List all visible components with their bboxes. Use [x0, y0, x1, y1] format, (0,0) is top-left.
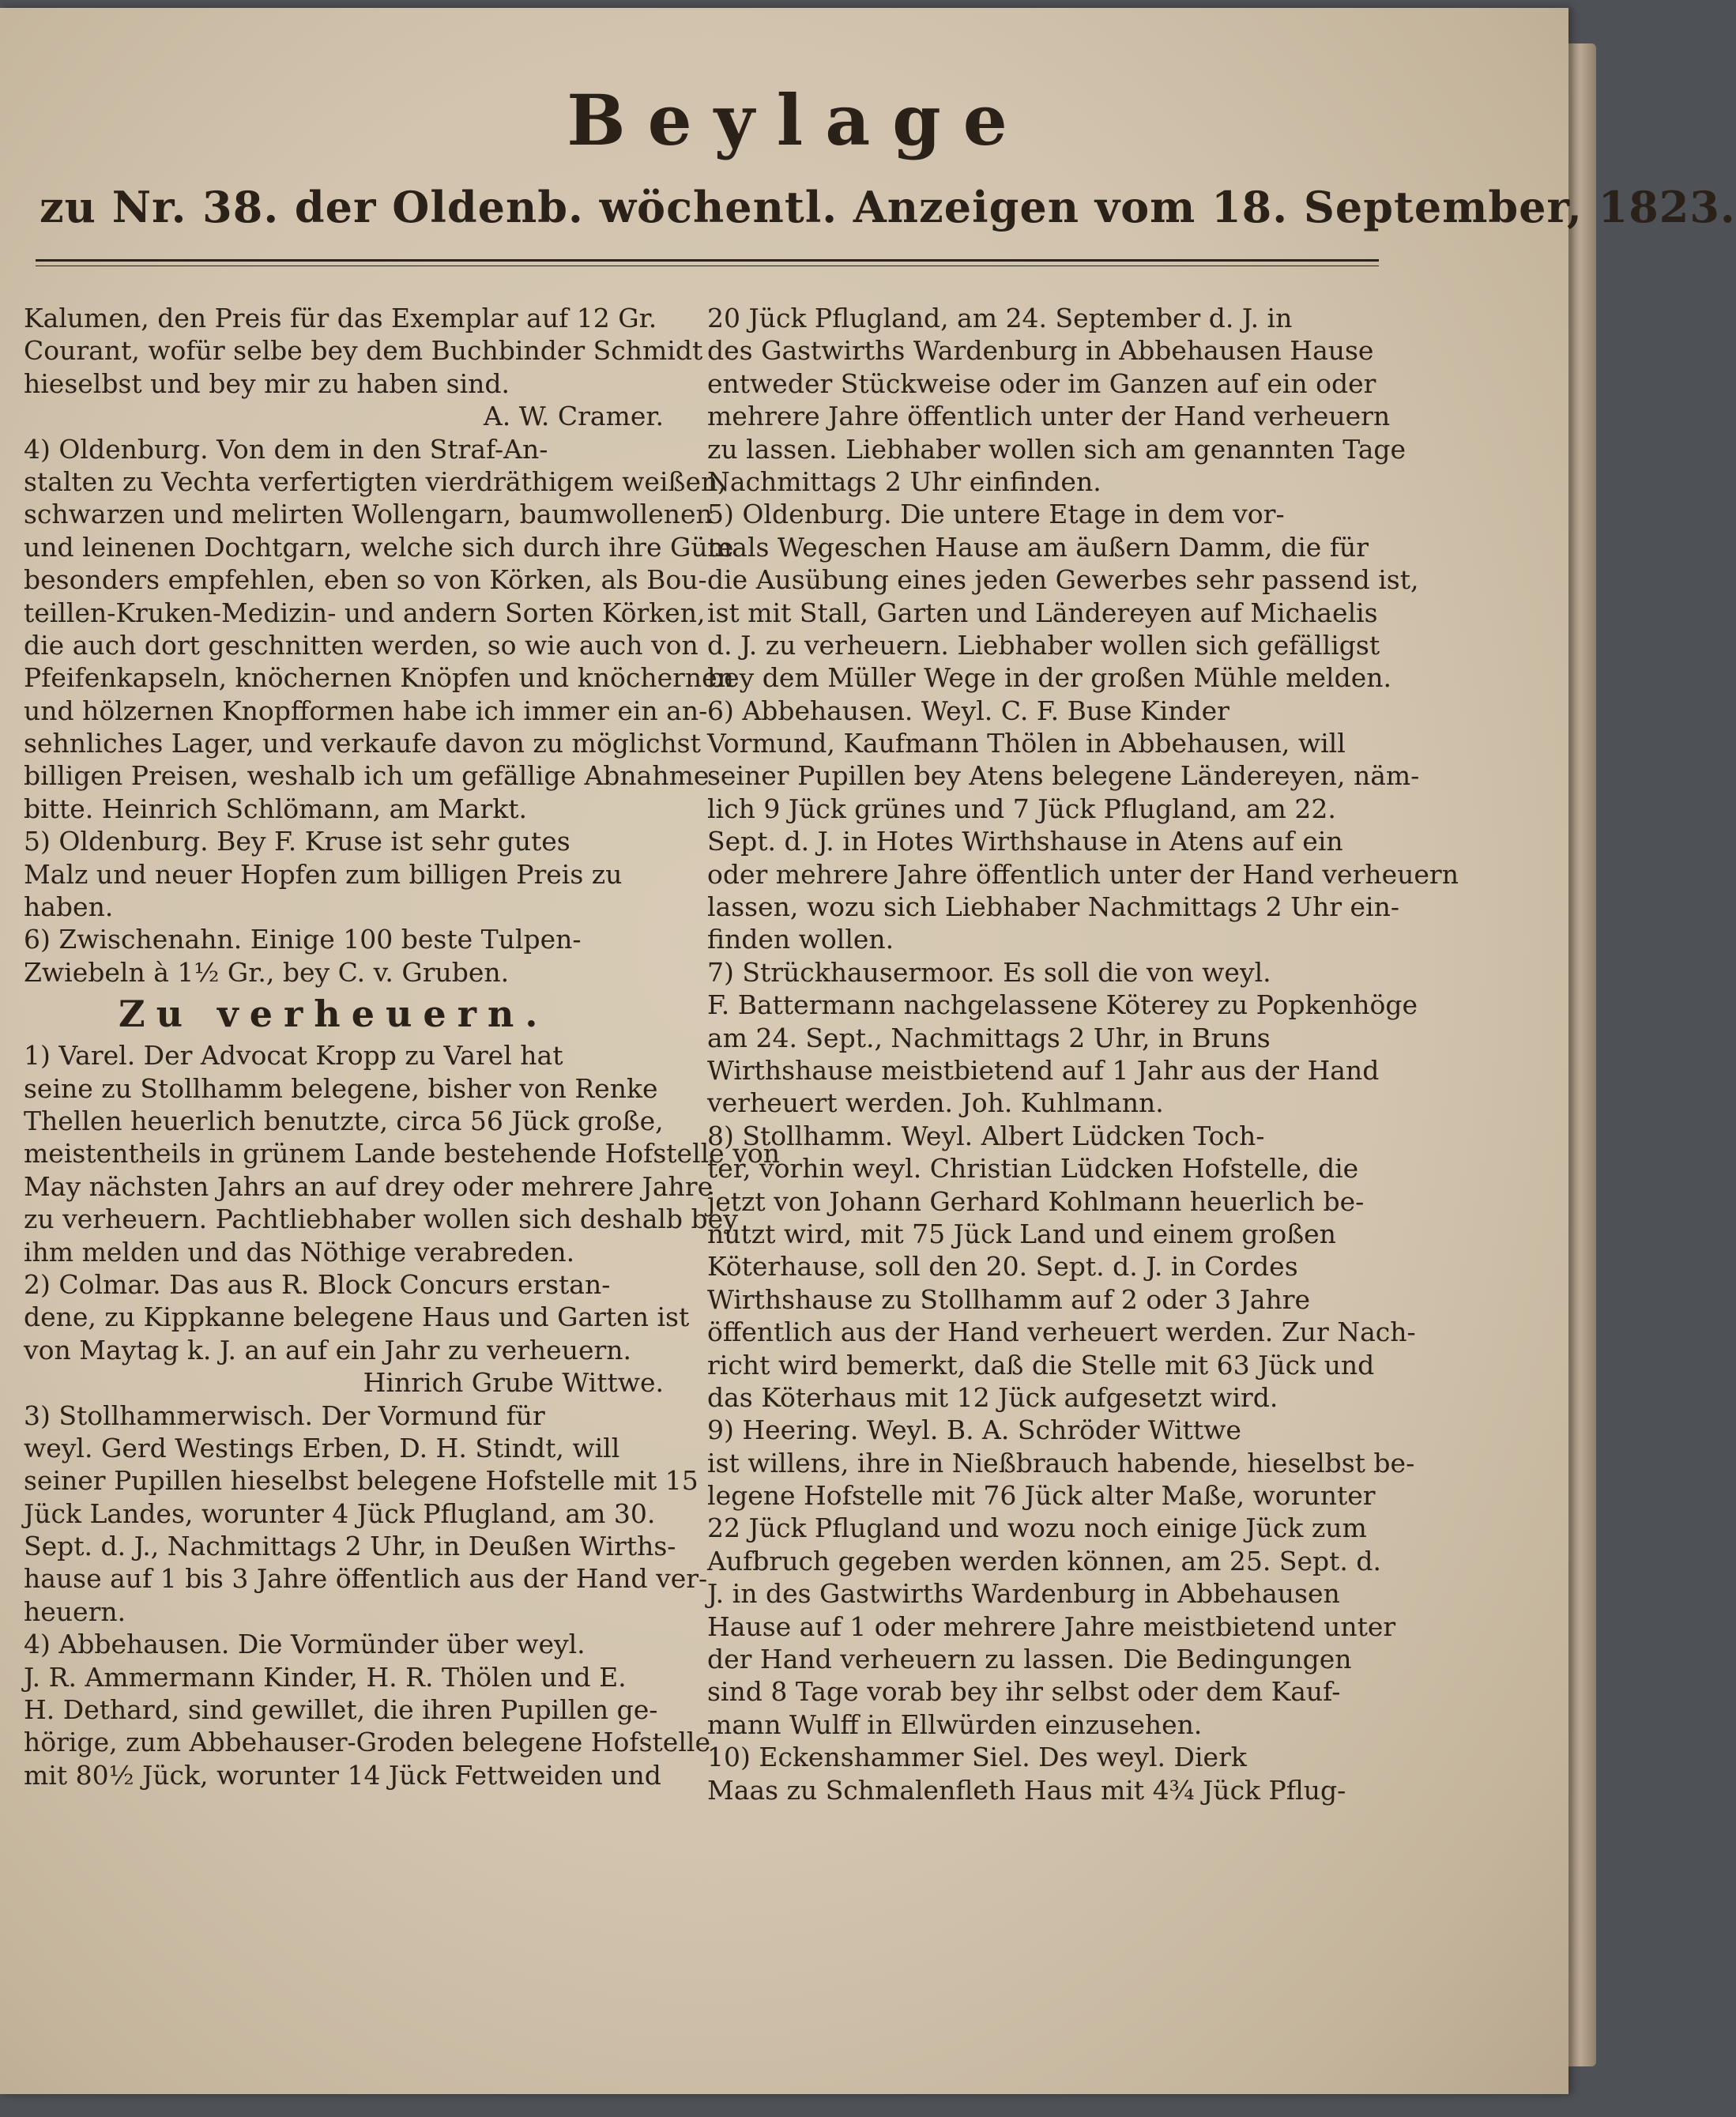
text-line: Vormund, Kaufmann Thölen in Abbehausen, will: [707, 728, 1346, 759]
text-line: Hause auf 1 oder mehrere Jahre meistbietend unter: [707, 1610, 1396, 1642]
text-line: Nachmittags 2 Uhr einfinden.: [707, 465, 1101, 497]
text-line: legene Hofstelle mit 76 Jück alter Maße, worunter: [707, 1480, 1376, 1512]
text-line: 20 Jück Pflugland, am 24. September d. J. in: [707, 303, 1293, 333]
text-line: mit 80½ Jück, worunter 14 Jück Fettweiden und: [24, 1759, 661, 1791]
text-line: teillen-Kruken-Medizin- und andern Sorten Körken,: [24, 597, 706, 628]
text-line: verheuert werden. Joh. Kuhlmann.: [707, 1087, 1164, 1119]
text-line: lich 9 Jück grünes und 7 Jück Pflugland, am 22.: [707, 793, 1336, 824]
text-line: 8) Stollhamm. Weyl. Albert Lüdcken Toch-: [707, 1120, 1265, 1151]
text-line: 22 Jück Pflugland und wozu noch einige Jück zum: [707, 1512, 1367, 1544]
text-line: 6) Abbehausen. Weyl. C. F. Buse Kinder: [707, 695, 1230, 726]
text-line: dene, zu Kippkanne belegene Haus und Garten ist: [24, 1301, 690, 1333]
text-line: nutzt wird, mit 75 Jück Land und einem großen: [707, 1218, 1336, 1249]
text-line: 7) Strückhausermoor. Es soll die von weyl.: [707, 956, 1271, 988]
text-line: zu verheuern. Pachtliebhaber wollen sich deshalb bey: [24, 1204, 738, 1235]
text-line: ihm melden und das Nöthige verabreden.: [24, 1236, 575, 1268]
text-line: F. Battermann nachgelassene Köterey zu Popkenhöge: [707, 989, 1418, 1021]
text-line: Courant, wofür selbe bey dem Buchbinder Schmidt: [24, 335, 703, 367]
masthead: [0, 79, 1549, 161]
text-line: 9) Heering. Weyl. B. A. Schröder Wittwe: [707, 1414, 1241, 1446]
text-line: Zwiebeln à 1½ Gr., bey C. v. Gruben.: [24, 956, 510, 988]
text-line: 5) Oldenburg. Bey F. Kruse ist sehr gutes: [24, 826, 571, 857]
text-line: ist mit Stall, Garten und Ländereyen auf Michaelis: [707, 597, 1378, 628]
text-line: bey dem Müller Wege in der großen Mühle melden.: [707, 662, 1392, 694]
text-line: bitte. Heinrich Schlömann, am Markt.: [24, 793, 528, 824]
text-line: meistentheils in grünem Lande bestehende Hofstelle von: [24, 1138, 780, 1170]
text-line: Jück Landes, worunter 4 Jück Pflugland, am 30.: [24, 1497, 656, 1529]
text-line: am 24. Sept., Nachmittags 2 Uhr, in Bruns: [707, 1022, 1271, 1053]
text-line: Maas zu Schmalenfleth Haus mit 4¾ Jück Pflug-: [707, 1774, 1346, 1806]
text-line: 10) Eckenshammer Siel. Des weyl. Dierk: [707, 1742, 1247, 1773]
text-line: 2) Colmar. Das aus R. Block Concurs erstan-: [24, 1268, 611, 1300]
text-line: Aufbruch gegeben werden können, am 25. Sept. d.: [707, 1545, 1382, 1576]
text-line: entweder Stückweise oder im Ganzen auf ein oder: [707, 367, 1376, 399]
text-line: mals Wegeschen Hause am äußern Damm, die für: [707, 531, 1369, 563]
text-line: der Hand verheuern zu lassen. Die Bedingungen: [707, 1644, 1352, 1675]
text-line: 5) Oldenburg. Die untere Etage in dem vor-: [707, 499, 1285, 530]
text-line: haben.: [24, 891, 114, 923]
text-line: Sept. d. J., Nachmittags 2 Uhr, in Deußen Wirths-: [24, 1531, 676, 1562]
text-line: 3) Stollhammerwisch. Der Vormund für: [24, 1399, 545, 1431]
text-line: und leinenen Dochtgarn, welche sich durch ihre Güte: [24, 531, 734, 563]
text-line: J. in des Gastwirths Wardenburg in Abbehausen: [707, 1578, 1340, 1610]
signature-line: Hinrich Grube Wittwe.: [363, 1367, 664, 1399]
text-line: 1) Varel. Der Advocat Kropp zu Varel hat: [24, 1040, 563, 1072]
text-line: jetzt von Johann Gerhard Kohlmann heuerlich be-: [707, 1185, 1365, 1217]
text-line: besonders empfehlen, eben so von Körken, als Bou-: [24, 564, 707, 596]
text-line: finden wollen.: [707, 924, 894, 955]
text-line: May nächsten Jahrs an auf drey oder mehrere Jahre: [24, 1170, 714, 1202]
text-line: Wirthshause zu Stollhamm auf 2 oder 3 Jahre: [707, 1283, 1311, 1315]
text-line: des Gastwirths Wardenburg in Abbehausen Hause: [707, 335, 1374, 367]
text-line: sind 8 Tage vorab bey ihr selbst oder dem Kauf-: [707, 1676, 1341, 1708]
text-line: d. J. zu verheuern. Liebhaber wollen sich gefälligst: [707, 629, 1380, 661]
newspaper-page: [0, 8, 1736, 2094]
text-line: sehnliches Lager, und verkaufe davon zu möglichst: [24, 728, 701, 759]
text-line: Malz und neuer Hopfen zum billigen Preis zu: [24, 858, 623, 890]
left-column: [24, 302, 780, 1791]
text-line: oder mehrere Jahre öffentlich unter der Hand verheuern: [707, 858, 1459, 890]
text-line: Kalumen, den Preis für das Exemplar auf 12 Gr.: [24, 303, 657, 333]
text-line: ter, vorhin weyl. Christian Lüdcken Hofstelle, die: [707, 1153, 1359, 1185]
text-line: richt wird bemerkt, daß die Stelle mit 63 Jück und: [707, 1349, 1375, 1381]
section-heading: Zu verheuern.: [119, 993, 549, 1036]
text-line: öffentlich aus der Hand verheuert werden. Zur Nach-: [707, 1317, 1416, 1348]
text-line: stalten zu Vechta verfertigten vierdräthigem weißen,: [24, 465, 726, 497]
text-line: hörige, zum Abbehauser-Groden belegene Hofstelle: [24, 1727, 710, 1758]
signature-line: A. W. Cramer.: [483, 401, 664, 432]
text-line: mann Wulff in Ellwürden einzusehen.: [707, 1708, 1203, 1740]
text-line: zu lassen. Liebhaber wollen sich am genannten Tage: [707, 433, 1406, 465]
text-line: weyl. Gerd Westings Erben, D. H. Stindt, will: [24, 1432, 620, 1463]
text-line: mehrere Jahre öffentlich unter der Hand verheuern: [707, 401, 1391, 432]
text-line: lassen, wozu sich Liebhaber Nachmittags 2 Uhr ein-: [707, 891, 1399, 923]
text-line: von Maytag k. J. an auf ein Jahr zu verheuern.: [24, 1334, 631, 1366]
text-line: billigen Preisen, weshalb ich um gefällige Abnahme: [24, 760, 710, 792]
text-line: seiner Pupillen hieselbst belegene Hofstelle mit 15: [24, 1465, 699, 1497]
text-line: Sept. d. J. in Hotes Wirthshause in Atens auf ein: [707, 826, 1343, 857]
text-line: und hölzernen Knopfformen habe ich immer ein an-: [24, 695, 708, 726]
text-line: Köterhause, soll den 20. Sept. d. J. in Cordes: [707, 1251, 1298, 1283]
text-line: Pfeifenkapseln, knöchernen Knöpfen und knöchernen: [24, 662, 734, 694]
right-column: [707, 302, 1459, 1806]
text-line: seiner Pupillen bey Atens belegene Ländereyen, näm-: [707, 760, 1420, 792]
text-line: hieselbst und bey mir zu haben sind.: [24, 367, 510, 399]
text-line: seine zu Stollhamm belegene, bisher von Renke: [24, 1072, 658, 1104]
text-line: 4) Abbehausen. Die Vormünder über weyl.: [24, 1629, 586, 1660]
text-line: 6) Zwischenahn. Einige 100 beste Tulpen-: [24, 924, 582, 955]
masthead-title: Beylage: [567, 79, 1030, 161]
text-line: 4) Oldenburg. Von dem in den Straf-An-: [24, 433, 548, 465]
text-line: Wirthshause meistbietend auf 1 Jahr aus der Hand: [707, 1054, 1380, 1086]
text-line: heuern.: [24, 1595, 126, 1627]
text-line: Thellen heuerlich benutzte, circa 56 Jück große,: [24, 1105, 664, 1136]
text-line: schwarzen und melirten Wollengarn, baumwollenen: [24, 499, 713, 530]
text-line: die auch dort geschnitten werden, so wie auch von: [24, 629, 699, 661]
text-line: hause auf 1 bis 3 Jahre öffentlich aus der Hand ver-: [24, 1563, 708, 1595]
text-line: die Ausübung eines jeden Gewerbes sehr passend ist,: [707, 564, 1419, 596]
masthead-subtitle: zu Nr. 38. der Oldenb. wöchentl. Anzeigen vom 18. September, 1823.: [40, 182, 1736, 232]
text-line: das Köterhaus mit 12 Jück aufgesetzt wird.: [707, 1381, 1278, 1413]
text-line: J. R. Ammermann Kinder, H. R. Thölen und E.: [24, 1661, 627, 1693]
text-line: ist willens, ihre in Nießbrauch habende, hieselbst be-: [707, 1447, 1415, 1479]
text-line: H. Dethard, sind gewillet, die ihren Pupillen ge-: [24, 1694, 658, 1726]
header-rule: [36, 259, 1379, 262]
